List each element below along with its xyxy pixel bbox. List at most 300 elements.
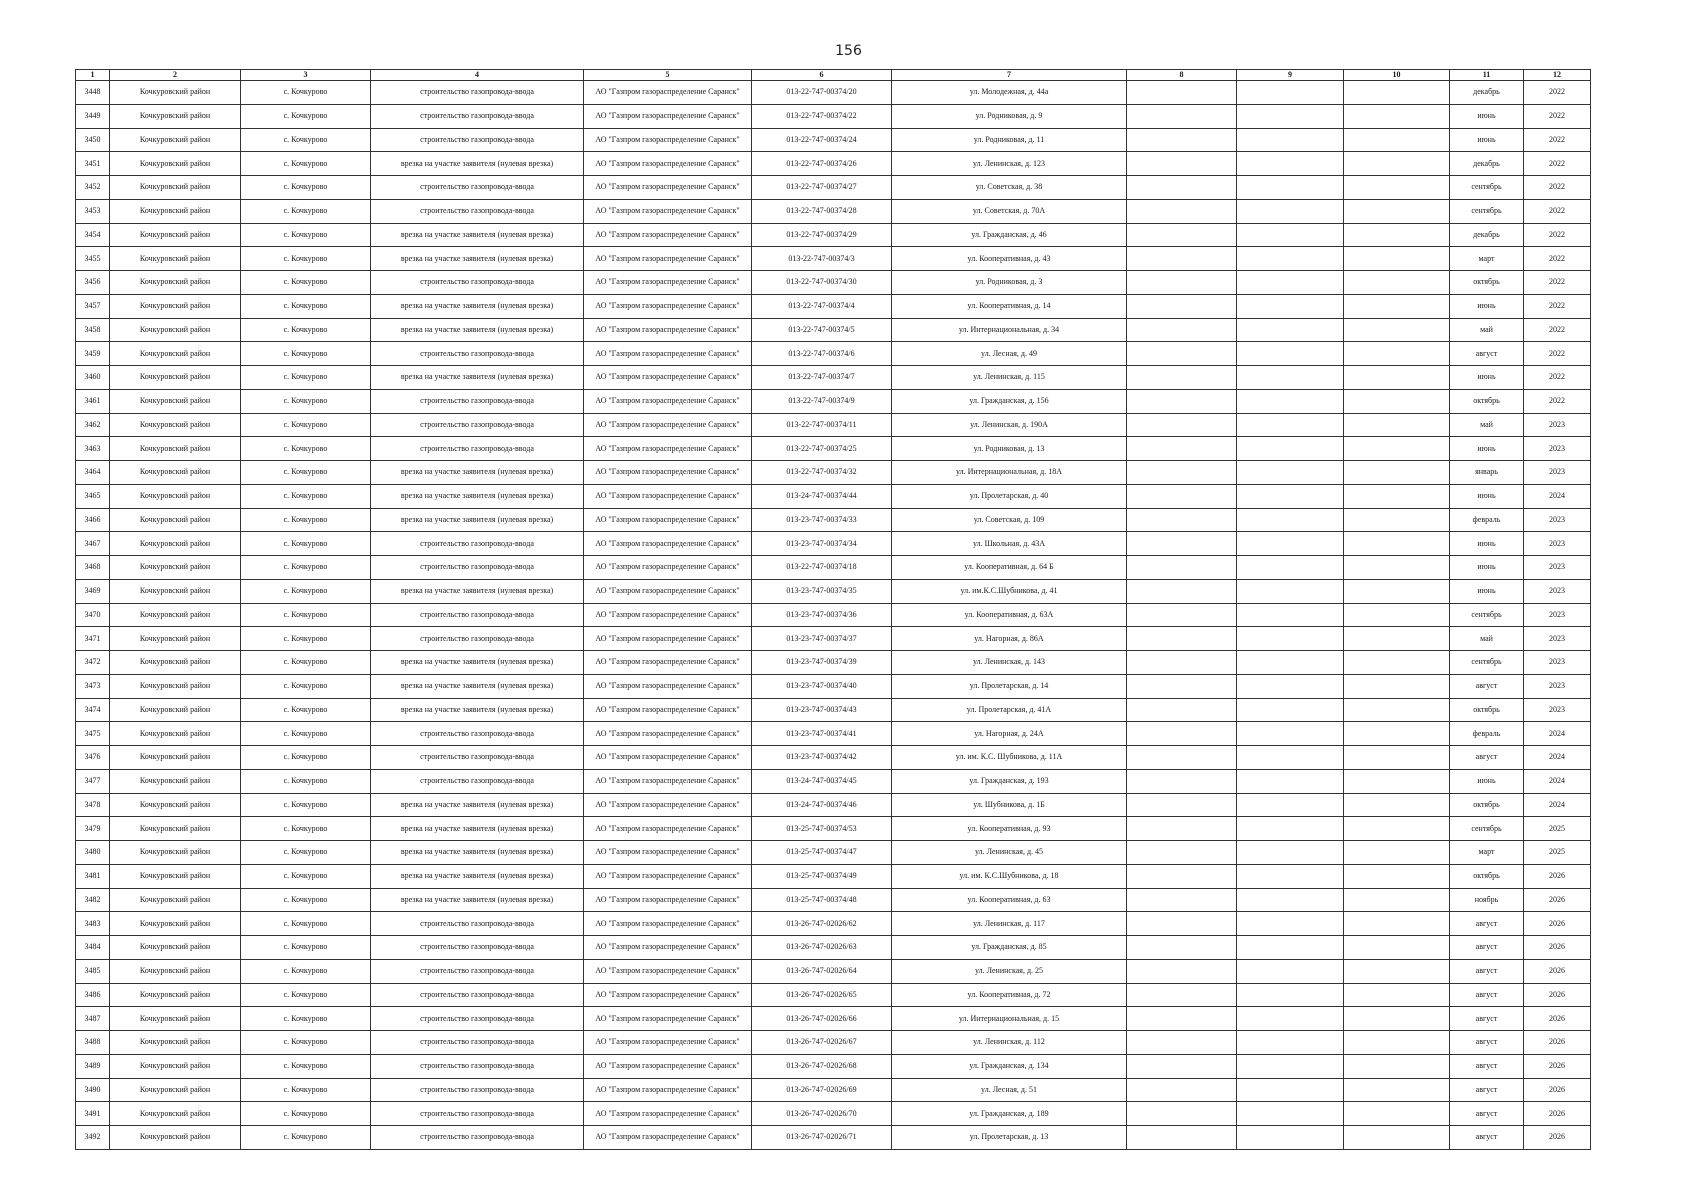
table-row <box>76 223 1591 247</box>
table-row <box>76 698 1591 722</box>
column-header-2: 2 <box>110 70 241 81</box>
column-9-cell <box>1237 627 1344 651</box>
work-type-cell: врезка на участке заявителя (нулевая врезка) <box>371 223 584 247</box>
row-number-cell: 3471 <box>76 627 110 651</box>
work-type-cell: строительство газопровода-ввода <box>371 1102 584 1126</box>
work-type-cell: строительство газопровода-ввода <box>371 1007 584 1031</box>
work-type-cell: строительство газопровода-ввода <box>371 936 584 960</box>
work-type-cell: врезка на участке заявителя (нулевая врезка) <box>371 247 584 271</box>
column-header-8: 8 <box>1127 70 1237 81</box>
work-type-cell: строительство газопровода-ввода <box>371 437 584 461</box>
work-type-cell: врезка на участке заявителя (нулевая врезка) <box>371 294 584 318</box>
month-cell: октябрь <box>1450 271 1524 295</box>
contract-number-cell: 013-25-747-00374/49 <box>752 864 892 888</box>
district-cell: Кочкуровский район <box>110 437 241 461</box>
month-cell: февраль <box>1450 508 1524 532</box>
month-cell: август <box>1450 1007 1524 1031</box>
settlement-cell: с. Кочкурово <box>241 366 371 390</box>
organization-cell: АО "Газпром газораспределение Саранск" <box>584 959 752 983</box>
row-number-cell: 3491 <box>76 1102 110 1126</box>
table-row <box>76 508 1591 532</box>
district-cell: Кочкуровский район <box>110 983 241 1007</box>
work-type-cell: строительство газопровода-ввода <box>371 603 584 627</box>
table-row <box>76 271 1591 295</box>
work-type-cell: врезка на участке заявителя (нулевая врезка) <box>371 793 584 817</box>
settlement-cell: с. Кочкурово <box>241 1007 371 1031</box>
column-9-cell <box>1237 366 1344 390</box>
column-9-cell <box>1237 579 1344 603</box>
organization-cell: АО "Газпром газораспределение Саранск" <box>584 793 752 817</box>
year-cell: 2026 <box>1524 1031 1591 1055</box>
organization-cell: АО "Газпром газораспределение Саранск" <box>584 413 752 437</box>
row-number-cell: 3473 <box>76 674 110 698</box>
settlement-cell: с. Кочкурово <box>241 484 371 508</box>
column-9-cell <box>1237 1031 1344 1055</box>
column-9-cell <box>1237 651 1344 675</box>
settlement-cell: с. Кочкурово <box>241 1031 371 1055</box>
column-10-cell <box>1344 366 1450 390</box>
organization-cell: АО "Газпром газораспределение Саранск" <box>584 366 752 390</box>
table-row <box>76 152 1591 176</box>
row-number-cell: 3452 <box>76 176 110 200</box>
contract-number-cell: 013-23-747-00374/41 <box>752 722 892 746</box>
contract-number-cell: 013-26-747-02026/63 <box>752 936 892 960</box>
column-8-cell <box>1127 579 1237 603</box>
year-cell: 2026 <box>1524 888 1591 912</box>
district-cell: Кочкуровский район <box>110 936 241 960</box>
address-cell: ул. Гражданская, д. 189 <box>892 1102 1127 1126</box>
month-cell: июнь <box>1450 366 1524 390</box>
address-cell: ул. Советская, д. 38 <box>892 176 1127 200</box>
organization-cell: АО "Газпром газораспределение Саранск" <box>584 983 752 1007</box>
year-cell: 2022 <box>1524 223 1591 247</box>
organization-cell: АО "Газпром газораспределение Саранск" <box>584 769 752 793</box>
month-cell: июнь <box>1450 532 1524 556</box>
contract-number-cell: 013-22-747-00374/18 <box>752 556 892 580</box>
row-number-cell: 3462 <box>76 413 110 437</box>
year-cell: 2023 <box>1524 627 1591 651</box>
district-cell: Кочкуровский район <box>110 413 241 437</box>
column-8-cell <box>1127 556 1237 580</box>
column-9-cell <box>1237 722 1344 746</box>
district-cell: Кочкуровский район <box>110 722 241 746</box>
year-cell: 2026 <box>1524 912 1591 936</box>
district-cell: Кочкуровский район <box>110 294 241 318</box>
district-cell: Кочкуровский район <box>110 1031 241 1055</box>
contract-number-cell: 013-22-747-00374/27 <box>752 176 892 200</box>
column-9-cell <box>1237 247 1344 271</box>
district-cell: Кочкуровский район <box>110 556 241 580</box>
organization-cell: АО "Газпром газораспределение Саранск" <box>584 651 752 675</box>
row-number-cell: 3450 <box>76 128 110 152</box>
year-cell: 2023 <box>1524 413 1591 437</box>
row-number-cell: 3449 <box>76 104 110 128</box>
column-8-cell <box>1127 104 1237 128</box>
work-type-cell: строительство газопровода-ввода <box>371 627 584 651</box>
column-9-cell <box>1237 81 1344 105</box>
table-row <box>76 651 1591 675</box>
organization-cell: АО "Газпром газораспределение Саранск" <box>584 176 752 200</box>
column-8-cell <box>1127 437 1237 461</box>
column-10-cell <box>1344 864 1450 888</box>
month-cell: июнь <box>1450 128 1524 152</box>
year-cell: 2023 <box>1524 532 1591 556</box>
contract-number-cell: 013-24-747-00374/46 <box>752 793 892 817</box>
organization-cell: АО "Газпром газораспределение Саранск" <box>584 389 752 413</box>
table-row <box>76 1102 1591 1126</box>
settlement-cell: с. Кочкурово <box>241 1078 371 1102</box>
table-row <box>76 841 1591 865</box>
table-row <box>76 294 1591 318</box>
table-row <box>76 1031 1591 1055</box>
column-9-cell <box>1237 532 1344 556</box>
table-row <box>76 389 1591 413</box>
contract-number-cell: 013-22-747-00374/20 <box>752 81 892 105</box>
work-type-cell: врезка на участке заявителя (нулевая врезка) <box>371 318 584 342</box>
address-cell: ул. Родниковая, д. 11 <box>892 128 1127 152</box>
settlement-cell: с. Кочкурово <box>241 271 371 295</box>
year-cell: 2022 <box>1524 247 1591 271</box>
organization-cell: АО "Газпром газораспределение Саранск" <box>584 936 752 960</box>
column-10-cell <box>1344 912 1450 936</box>
month-cell: июнь <box>1450 484 1524 508</box>
address-cell: ул. Гражданская, д. 85 <box>892 936 1127 960</box>
district-cell: Кочкуровский район <box>110 176 241 200</box>
column-8-cell <box>1127 936 1237 960</box>
column-9-cell <box>1237 1078 1344 1102</box>
table-row <box>76 1054 1591 1078</box>
district-cell: Кочкуровский район <box>110 199 241 223</box>
address-cell: ул. Ленинская, д. 115 <box>892 366 1127 390</box>
column-10-cell <box>1344 1054 1450 1078</box>
work-type-cell: строительство газопровода-ввода <box>371 532 584 556</box>
column-9-cell <box>1237 104 1344 128</box>
work-type-cell: строительство газопровода-ввода <box>371 1054 584 1078</box>
organization-cell: АО "Газпром газораспределение Саранск" <box>584 81 752 105</box>
month-cell: декабрь <box>1450 152 1524 176</box>
row-number-cell: 3448 <box>76 81 110 105</box>
row-number-cell: 3456 <box>76 271 110 295</box>
address-cell: ул. Ленинская, д. 112 <box>892 1031 1127 1055</box>
district-cell: Кочкуровский район <box>110 366 241 390</box>
year-cell: 2024 <box>1524 769 1591 793</box>
row-number-cell: 3454 <box>76 223 110 247</box>
column-8-cell <box>1127 627 1237 651</box>
table-row <box>76 247 1591 271</box>
organization-cell: АО "Газпром газораспределение Саранск" <box>584 484 752 508</box>
column-9-cell <box>1237 199 1344 223</box>
address-cell: ул. Гражданская, д. 156 <box>892 389 1127 413</box>
year-cell: 2023 <box>1524 651 1591 675</box>
settlement-cell: с. Кочкурово <box>241 864 371 888</box>
address-cell: ул. Лесная, д. 51 <box>892 1078 1127 1102</box>
row-number-cell: 3466 <box>76 508 110 532</box>
year-cell: 2026 <box>1524 959 1591 983</box>
settlement-cell: с. Кочкурово <box>241 1102 371 1126</box>
settlement-cell: с. Кочкурово <box>241 983 371 1007</box>
year-cell: 2023 <box>1524 674 1591 698</box>
organization-cell: АО "Газпром газораспределение Саранск" <box>584 104 752 128</box>
column-8-cell <box>1127 342 1237 366</box>
address-cell: ул. Нагорная, д. 86А <box>892 627 1127 651</box>
column-10-cell <box>1344 888 1450 912</box>
address-cell: ул. Гражданская, д. 193 <box>892 769 1127 793</box>
address-cell: ул. Пролетарская, д. 41А <box>892 698 1127 722</box>
row-number-cell: 3472 <box>76 651 110 675</box>
column-8-cell <box>1127 152 1237 176</box>
row-number-cell: 3478 <box>76 793 110 817</box>
district-cell: Кочкуровский район <box>110 674 241 698</box>
work-type-cell: строительство газопровода-ввода <box>371 1126 584 1150</box>
settlement-cell: с. Кочкурово <box>241 674 371 698</box>
address-cell: ул. Ленинская, д. 123 <box>892 152 1127 176</box>
row-number-cell: 3463 <box>76 437 110 461</box>
row-number-cell: 3489 <box>76 1054 110 1078</box>
row-number-cell: 3468 <box>76 556 110 580</box>
month-cell: август <box>1450 1078 1524 1102</box>
year-cell: 2026 <box>1524 1007 1591 1031</box>
year-cell: 2022 <box>1524 176 1591 200</box>
district-cell: Кочкуровский район <box>110 508 241 532</box>
column-10-cell <box>1344 81 1450 105</box>
column-8-cell <box>1127 959 1237 983</box>
column-10-cell <box>1344 983 1450 1007</box>
settlement-cell: с. Кочкурово <box>241 318 371 342</box>
contract-number-cell: 013-22-747-00374/7 <box>752 366 892 390</box>
year-cell: 2024 <box>1524 484 1591 508</box>
row-number-cell: 3453 <box>76 199 110 223</box>
column-9-cell <box>1237 389 1344 413</box>
column-10-cell <box>1344 627 1450 651</box>
row-number-cell: 3480 <box>76 841 110 865</box>
district-cell: Кочкуровский район <box>110 746 241 770</box>
district-cell: Кочкуровский район <box>110 698 241 722</box>
month-cell: октябрь <box>1450 698 1524 722</box>
work-type-cell: строительство газопровода-ввода <box>371 959 584 983</box>
organization-cell: АО "Газпром газораспределение Саранск" <box>584 532 752 556</box>
column-10-cell <box>1344 223 1450 247</box>
column-9-cell <box>1237 461 1344 485</box>
row-number-cell: 3481 <box>76 864 110 888</box>
settlement-cell: с. Кочкурово <box>241 698 371 722</box>
organization-cell: АО "Газпром газораспределение Саранск" <box>584 698 752 722</box>
column-8-cell <box>1127 532 1237 556</box>
column-9-cell <box>1237 769 1344 793</box>
settlement-cell: с. Кочкурово <box>241 437 371 461</box>
month-cell: ноябрь <box>1450 888 1524 912</box>
table-row <box>76 176 1591 200</box>
month-cell: август <box>1450 959 1524 983</box>
organization-cell: АО "Газпром газораспределение Саранск" <box>584 841 752 865</box>
column-header-12: 12 <box>1524 70 1591 81</box>
address-cell: ул. Ленинская, д. 143 <box>892 651 1127 675</box>
table-row <box>76 769 1591 793</box>
settlement-cell: с. Кочкурово <box>241 508 371 532</box>
district-cell: Кочкуровский район <box>110 627 241 651</box>
organization-cell: АО "Газпром газораспределение Саранск" <box>584 128 752 152</box>
contract-number-cell: 013-22-747-00374/29 <box>752 223 892 247</box>
column-8-cell <box>1127 841 1237 865</box>
table-row <box>76 1126 1591 1150</box>
column-10-cell <box>1344 793 1450 817</box>
column-9-cell <box>1237 223 1344 247</box>
district-cell: Кочкуровский район <box>110 152 241 176</box>
year-cell: 2024 <box>1524 793 1591 817</box>
month-cell: февраль <box>1450 722 1524 746</box>
table-row <box>76 959 1591 983</box>
column-9-cell <box>1237 413 1344 437</box>
address-cell: ул. Кооперативная, д. 43 <box>892 247 1127 271</box>
column-header-4: 4 <box>371 70 584 81</box>
column-header-7: 7 <box>892 70 1127 81</box>
settlement-cell: с. Кочкурово <box>241 936 371 960</box>
column-8-cell <box>1127 864 1237 888</box>
district-cell: Кочкуровский район <box>110 817 241 841</box>
column-9-cell <box>1237 176 1344 200</box>
column-10-cell <box>1344 674 1450 698</box>
work-type-cell: строительство газопровода-ввода <box>371 769 584 793</box>
column-10-cell <box>1344 556 1450 580</box>
contract-number-cell: 013-24-747-00374/44 <box>752 484 892 508</box>
column-8-cell <box>1127 603 1237 627</box>
organization-cell: АО "Газпром газораспределение Саранск" <box>584 1126 752 1150</box>
district-cell: Кочкуровский район <box>110 651 241 675</box>
table-row <box>76 366 1591 390</box>
contract-number-cell: 013-22-747-00374/25 <box>752 437 892 461</box>
column-9-cell <box>1237 152 1344 176</box>
column-8-cell <box>1127 318 1237 342</box>
organization-cell: АО "Газпром газораспределение Саранск" <box>584 294 752 318</box>
row-number-cell: 3485 <box>76 959 110 983</box>
month-cell: июнь <box>1450 556 1524 580</box>
column-9-cell <box>1237 936 1344 960</box>
settlement-cell: с. Кочкурово <box>241 841 371 865</box>
district-cell: Кочкуровский район <box>110 532 241 556</box>
row-number-cell: 3492 <box>76 1126 110 1150</box>
district-cell: Кочкуровский район <box>110 247 241 271</box>
column-8-cell <box>1127 1031 1237 1055</box>
settlement-cell: с. Кочкурово <box>241 769 371 793</box>
column-10-cell <box>1344 413 1450 437</box>
column-10-cell <box>1344 769 1450 793</box>
year-cell: 2022 <box>1524 342 1591 366</box>
register-table <box>75 69 1591 1150</box>
column-8-cell <box>1127 1007 1237 1031</box>
address-cell: ул. Ленинская, д. 45 <box>892 841 1127 865</box>
organization-cell: АО "Газпром газораспределение Саранск" <box>584 722 752 746</box>
column-8-cell <box>1127 271 1237 295</box>
column-8-cell <box>1127 888 1237 912</box>
settlement-cell: с. Кочкурово <box>241 176 371 200</box>
month-cell: июнь <box>1450 769 1524 793</box>
table-row <box>76 674 1591 698</box>
work-type-cell: строительство газопровода-ввода <box>371 104 584 128</box>
settlement-cell: с. Кочкурово <box>241 342 371 366</box>
district-cell: Кочкуровский район <box>110 461 241 485</box>
column-8-cell <box>1127 674 1237 698</box>
work-type-cell: врезка на участке заявителя (нулевая врезка) <box>371 484 584 508</box>
work-type-cell: врезка на участке заявителя (нулевая врезка) <box>371 864 584 888</box>
column-9-cell <box>1237 888 1344 912</box>
contract-number-cell: 013-26-747-02026/69 <box>752 1078 892 1102</box>
row-number-cell: 3457 <box>76 294 110 318</box>
year-cell: 2022 <box>1524 318 1591 342</box>
settlement-cell: с. Кочкурово <box>241 461 371 485</box>
work-type-cell: строительство газопровода-ввода <box>371 176 584 200</box>
organization-cell: АО "Газпром газораспределение Саранск" <box>584 864 752 888</box>
work-type-cell: строительство газопровода-ввода <box>371 128 584 152</box>
column-8-cell <box>1127 247 1237 271</box>
settlement-cell: с. Кочкурово <box>241 651 371 675</box>
year-cell: 2022 <box>1524 389 1591 413</box>
work-type-cell: врезка на участке заявителя (нулевая врезка) <box>371 366 584 390</box>
organization-cell: АО "Газпром газораспределение Саранск" <box>584 674 752 698</box>
district-cell: Кочкуровский район <box>110 104 241 128</box>
contract-number-cell: 013-23-747-00374/37 <box>752 627 892 651</box>
table-row <box>76 104 1591 128</box>
settlement-cell: с. Кочкурово <box>241 413 371 437</box>
column-10-cell <box>1344 1126 1450 1150</box>
organization-cell: АО "Газпром газораспределение Саранск" <box>584 1031 752 1055</box>
contract-number-cell: 013-26-747-02026/68 <box>752 1054 892 1078</box>
organization-cell: АО "Газпром газораспределение Саранск" <box>584 1102 752 1126</box>
address-cell: ул. Родниковая, д. 3 <box>892 271 1127 295</box>
column-8-cell <box>1127 223 1237 247</box>
contract-number-cell: 013-26-747-02026/65 <box>752 983 892 1007</box>
column-9-cell <box>1237 318 1344 342</box>
work-type-cell: врезка на участке заявителя (нулевая врезка) <box>371 698 584 722</box>
address-cell: ул. Ленинская, д. 25 <box>892 959 1127 983</box>
settlement-cell: с. Кочкурово <box>241 532 371 556</box>
column-10-cell <box>1344 342 1450 366</box>
column-8-cell <box>1127 294 1237 318</box>
organization-cell: АО "Газпром газораспределение Саранск" <box>584 342 752 366</box>
column-header-11: 11 <box>1450 70 1524 81</box>
address-cell: ул. Интернациональная, д. 34 <box>892 318 1127 342</box>
year-cell: 2026 <box>1524 936 1591 960</box>
settlement-cell: с. Кочкурово <box>241 247 371 271</box>
work-type-cell: строительство газопровода-ввода <box>371 199 584 223</box>
work-type-cell: врезка на участке заявителя (нулевая врезка) <box>371 152 584 176</box>
work-type-cell: строительство газопровода-ввода <box>371 556 584 580</box>
settlement-cell: с. Кочкурово <box>241 793 371 817</box>
column-10-cell <box>1344 271 1450 295</box>
address-cell: ул. Гражданская, д. 46 <box>892 223 1127 247</box>
district-cell: Кочкуровский район <box>110 793 241 817</box>
year-cell: 2023 <box>1524 556 1591 580</box>
column-10-cell <box>1344 1031 1450 1055</box>
row-number-cell: 3477 <box>76 769 110 793</box>
row-number-cell: 3474 <box>76 698 110 722</box>
column-10-cell <box>1344 199 1450 223</box>
table-body <box>76 81 1591 1150</box>
organization-cell: АО "Газпром газораспределение Саранск" <box>584 318 752 342</box>
table-row <box>76 199 1591 223</box>
column-9-cell <box>1237 841 1344 865</box>
work-type-cell: строительство газопровода-ввода <box>371 983 584 1007</box>
column-10-cell <box>1344 508 1450 532</box>
district-cell: Кочкуровский район <box>110 769 241 793</box>
address-cell: ул. Гражданская, д. 134 <box>892 1054 1127 1078</box>
work-type-cell: врезка на участке заявителя (нулевая врезка) <box>371 674 584 698</box>
column-8-cell <box>1127 199 1237 223</box>
table-row <box>76 936 1591 960</box>
table-row <box>76 318 1591 342</box>
address-cell: ул. Ленинская, д. 117 <box>892 912 1127 936</box>
column-8-cell <box>1127 746 1237 770</box>
contract-number-cell: 013-26-747-02026/70 <box>752 1102 892 1126</box>
column-9-cell <box>1237 864 1344 888</box>
